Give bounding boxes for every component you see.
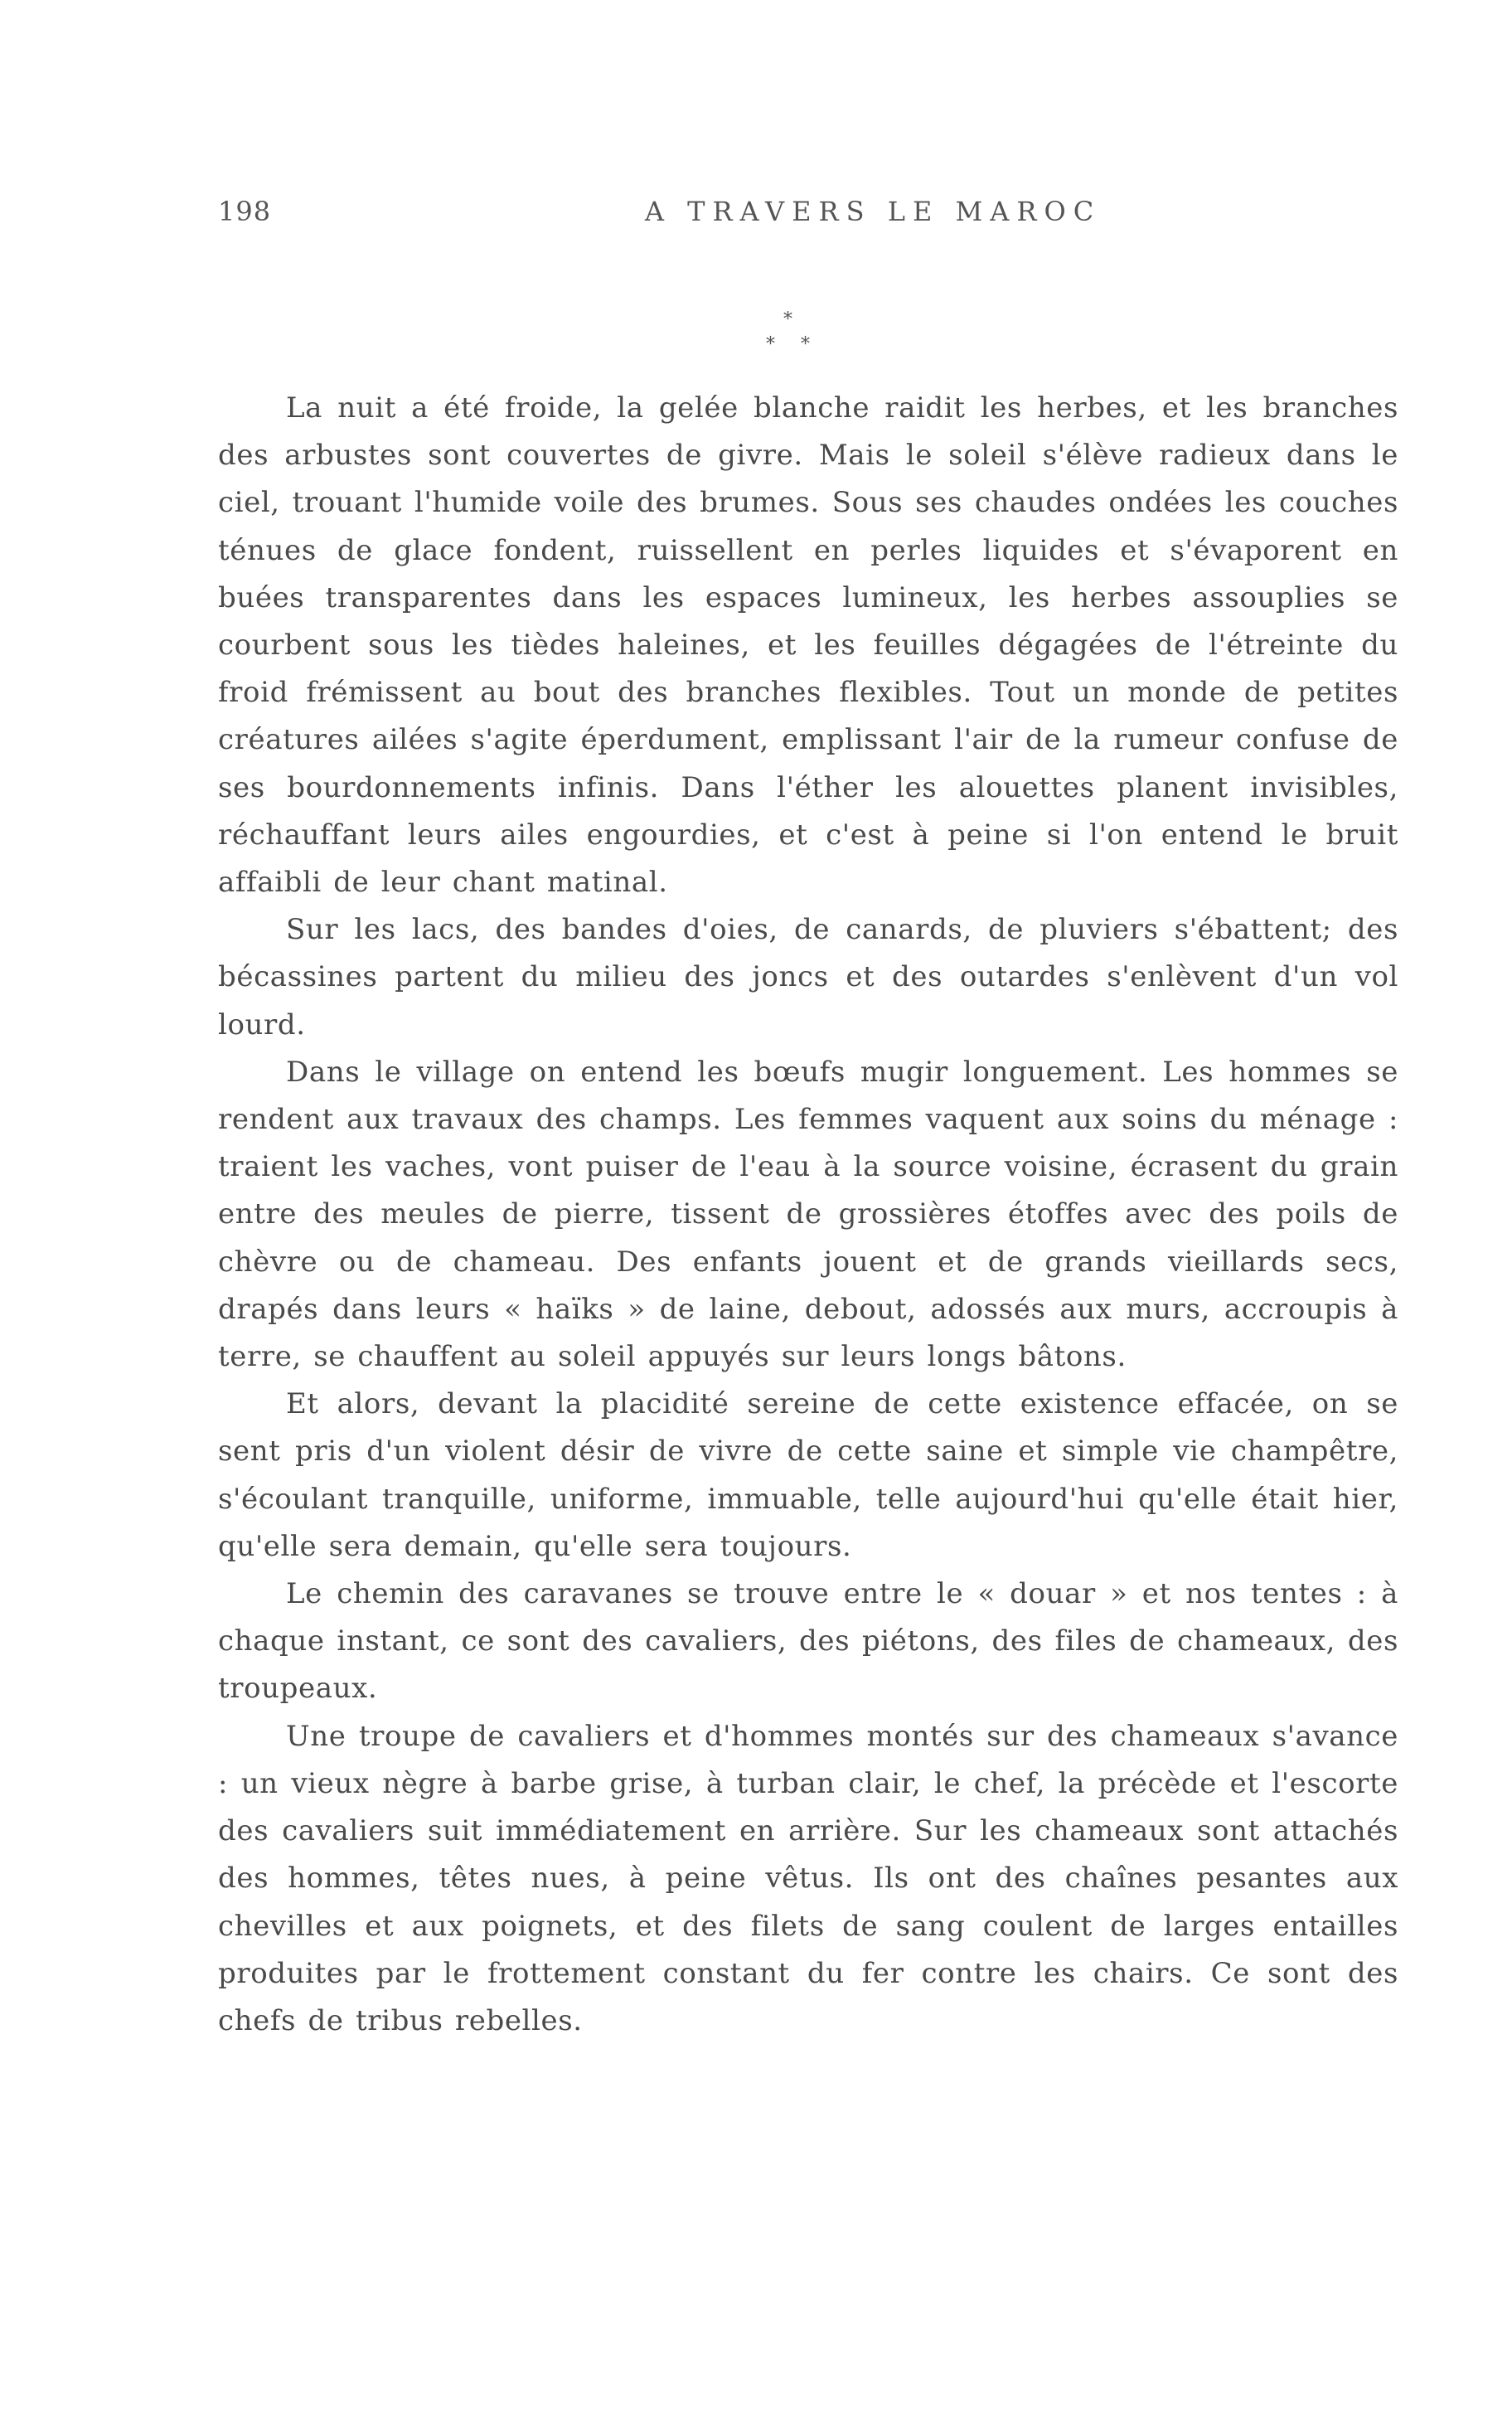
- section-break-asterism: [756, 311, 831, 361]
- paragraph-2: Sur les lacs, des bandes d'oies, de canards, de pluviers s'ébattent; des bécassines partent du milieu des joncs et des outardes s'enlèvent d'un vol lourd.: [218, 913, 1398, 1041]
- paragraph-3: Dans le village on entend les bœufs mugir longuement. Les hommes se rendent aux travaux des champs. Les femmes vaquent aux soins du ménage : traient les vaches, vont puiser de l'eau à la source voisine, écrasent du grain entre des meules de pierre, tissent de grossières étoffes avec des poils de chèvre ou de chameau. Des enfants jouent et de grands vieillards secs, drapés dans leurs « haïks » de laine, debout, adossés aux murs, accroupis à terre, se chauffent au soleil appuyés sur leurs longs bâtons.: [218, 1055, 1398, 1374]
- paragraph-6: Une troupe de cavaliers et d'hommes montés sur des chameaux s'avance : un vieux nègre à barbe grise, à turban clair, le chef, la précède et l'escorte des cavaliers suit immédiatement en arrière. Sur les chameaux sont attachés des hommes, têtes nues, à peine vêtus. Ils ont des chaînes pesantes aux chevilles et aux poignets, et des filets de sang coulent de larges entailles produites par le frottement constant du fer contre les chairs. Ce sont des chefs de tribus rebelles.: [218, 1719, 1398, 2037]
- page-number: 198: [218, 196, 272, 227]
- asterisk-bottom-left: *: [766, 334, 775, 355]
- body-text: [218, 385, 1398, 2045]
- paragraph-1: La nuit a été froide, la gelée blanche raidit les herbes, et les branches des arbustes sont couvertes de givre. Mais le soleil s'élève radieux dans le ciel, trouant l'humide voile des brumes. Sous ses chaudes ondées les couches ténues de glace fondent, ruissellent en perles liquides et s'évaporent en buées transparentes dans les espaces lumineux, les herbes assouplies se courbent sous les tièdes haleines, et les feuilles dégagées de l'étreinte du froid frémissent au bout des branches flexibles. Tout un monde de petites créatures ailées s'agite éperdument, emplissant l'air de la rumeur confuse de ses bourdonnements infinis. Dans l'éther les alouettes planent invisibles, réchauffant leurs ailes engourdies, et c'est à peine si l'on entend le bruit affaibli de leur chant matinal.: [218, 391, 1398, 900]
- paragraph-4: Et alors, devant la placidité sereine de cette existence effacée, on se sent pris d'un violent désir de vivre de cette saine et simple vie champêtre, s'écoulant tranquille, uniforme, immuable, telle aujourd'hui qu'elle était hier, qu'elle sera demain, qu'elle sera toujours.: [218, 1387, 1398, 1563]
- page-header: [218, 196, 1398, 237]
- running-title: A TRAVERS LE MAROC: [644, 196, 1102, 227]
- asterisk-top: *: [783, 309, 792, 330]
- asterisk-bottom-right: *: [801, 334, 810, 355]
- paragraph-5: Le chemin des caravanes se trouve entre le « douar » et nos tentes : à chaque instant, ce sont des cavaliers, des piétons, des files de chameaux, des troupeaux.: [218, 1577, 1398, 1706]
